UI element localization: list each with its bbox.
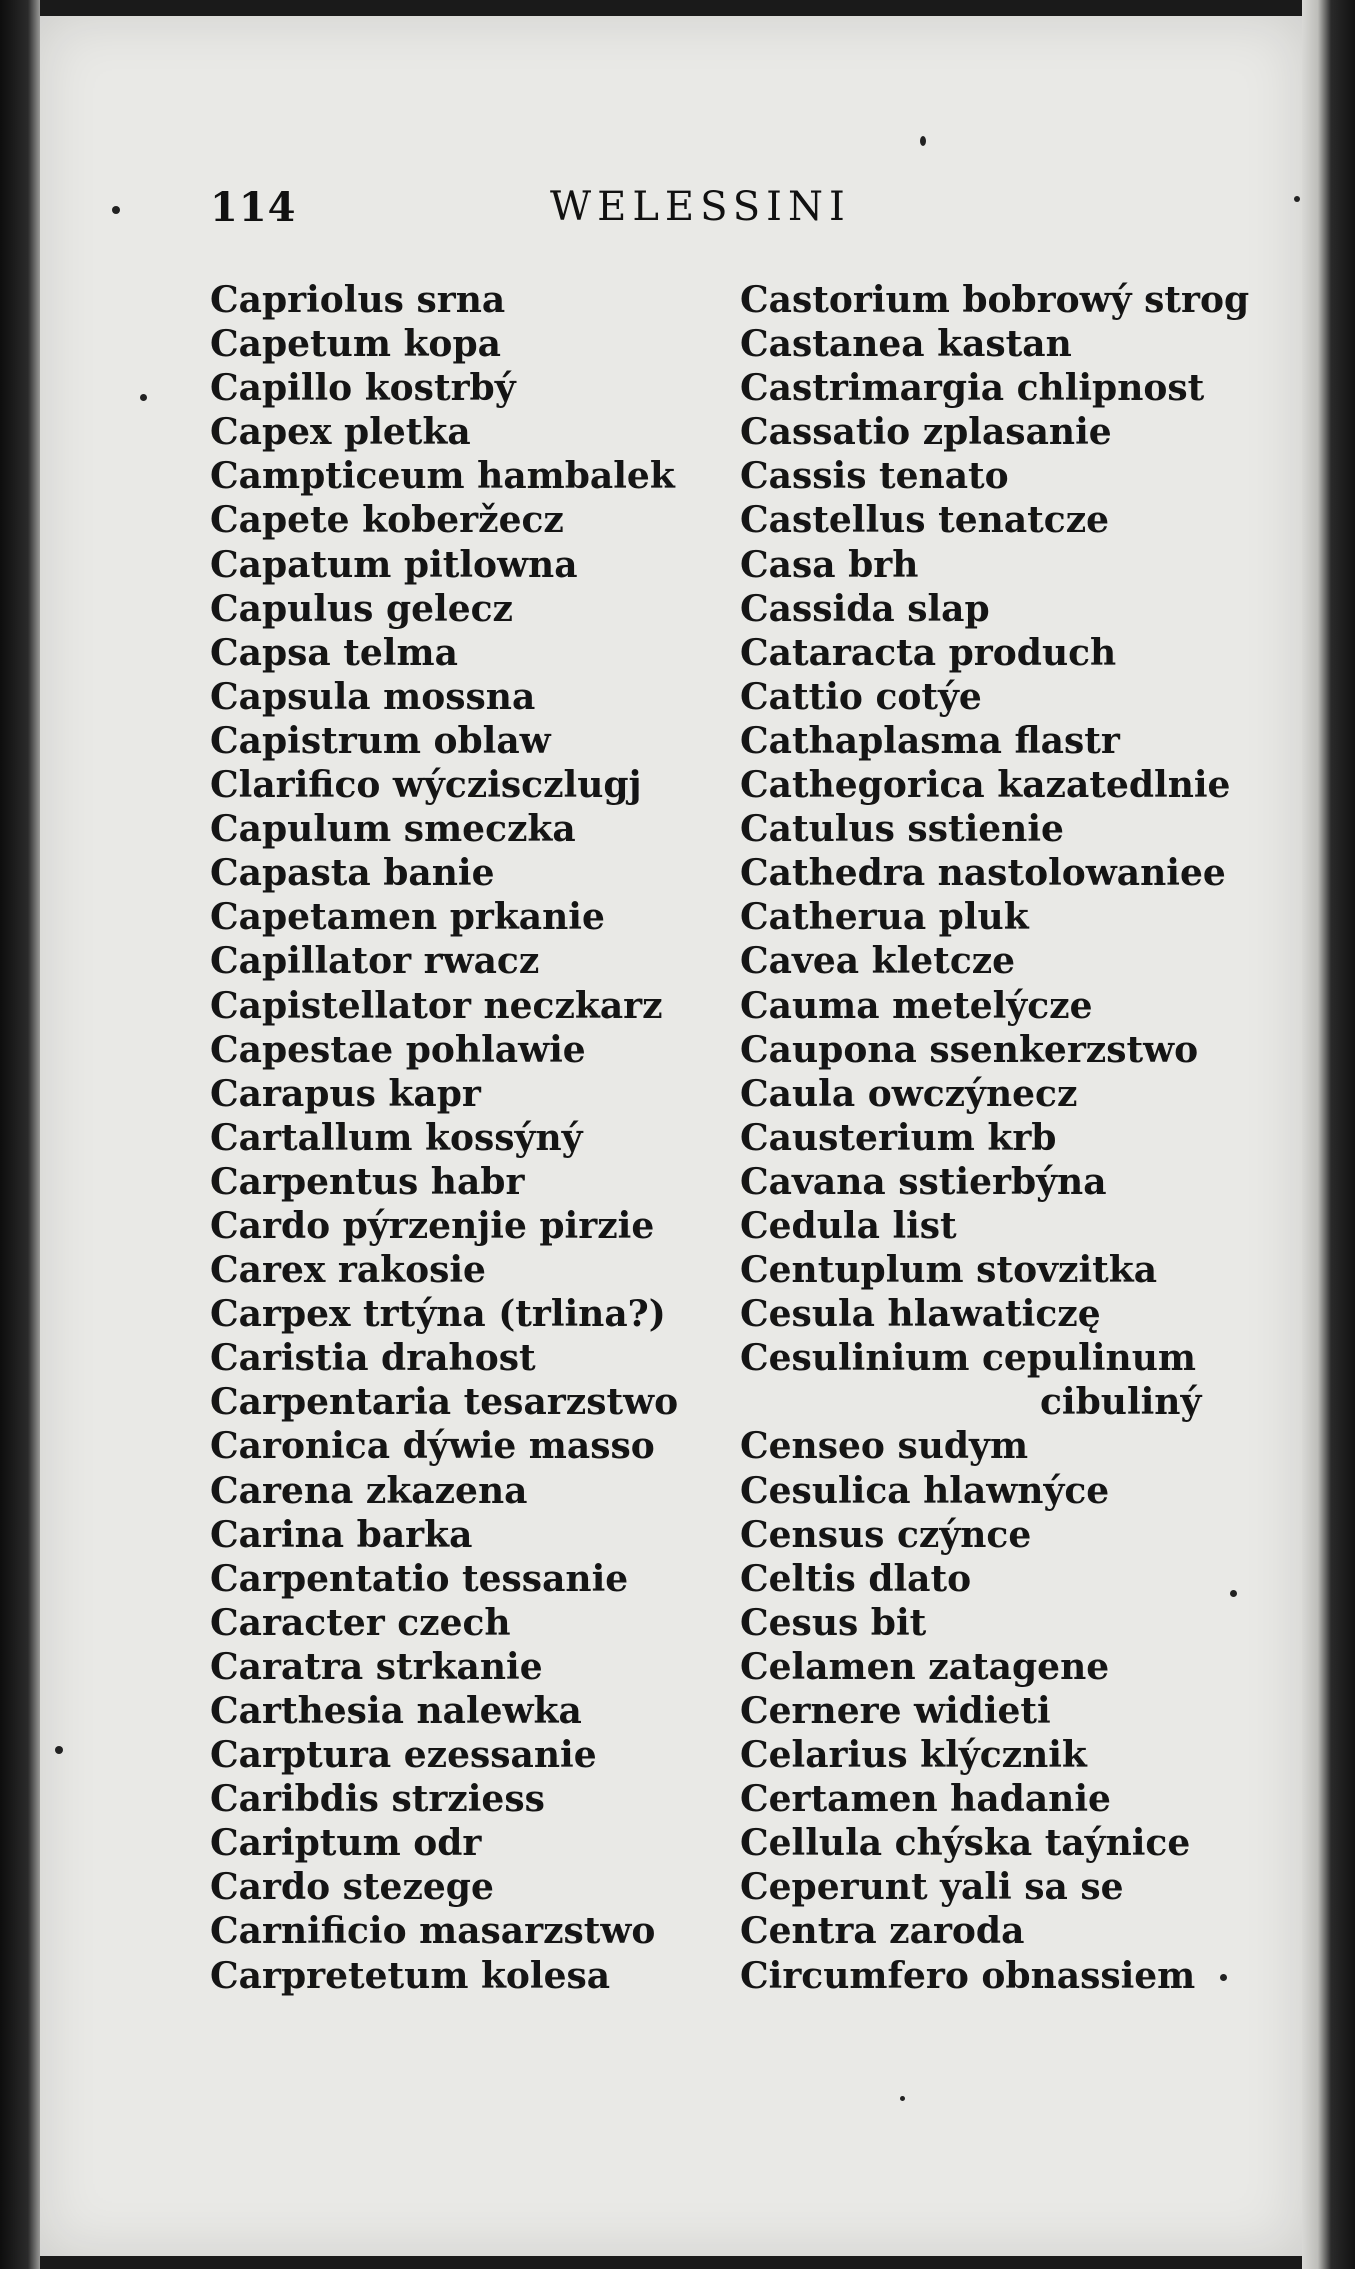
dictionary-entry: Caribdis strziess <box>210 1778 545 1821</box>
dictionary-entry: Cathaplasma flastr <box>740 719 1120 762</box>
dictionary-entry: Carena zkazena <box>210 1469 528 1512</box>
dictionary-entry: Cassis tenato <box>740 455 1009 498</box>
dictionary-entry: Casa brh <box>740 543 919 586</box>
dictionary-entry: Capsula mossna <box>210 675 536 718</box>
book-gutter-right <box>1302 0 1355 2269</box>
dictionary-entry: Carpretetum kolesa <box>210 1954 611 1997</box>
dictionary-entry: Carnificio masarzstwo <box>210 1910 656 1953</box>
dictionary-entry: Capestae pohlawie <box>210 1028 586 1071</box>
dictionary-entry: Censeo sudym <box>740 1425 1029 1468</box>
dictionary-entry: Caracter czech <box>210 1601 511 1644</box>
dictionary-entry: Cesulinium cepulinum <box>740 1337 1196 1380</box>
dictionary-entry: Capete koberžecz <box>210 499 564 542</box>
running-title: WELESSINI <box>550 184 851 230</box>
dictionary-entry: Carex rakosie <box>210 1249 486 1292</box>
dictionary-entry: Capistellator neczkarz <box>210 984 663 1027</box>
dictionary-entry: Castrimargia chlipnost <box>740 367 1205 410</box>
dictionary-entry: Centra zaroda <box>740 1910 1025 1953</box>
dictionary-entry: Caula owczýnecz <box>740 1072 1078 1115</box>
dictionary-entry: Capsa telma <box>210 631 458 674</box>
dictionary-entry: Cesulica hlawnýce <box>740 1469 1110 1512</box>
dictionary-entry: Caronica dýwie masso <box>210 1425 655 1468</box>
dictionary-entry: Capetum kopa <box>210 323 501 366</box>
dictionary-entry: Clarifico wýczisczlugj <box>210 764 642 807</box>
book-gutter-left <box>0 0 40 2269</box>
dictionary-entry: Capillator rwacz <box>210 940 540 983</box>
page-header <box>40 184 1302 244</box>
dictionary-entry: Cavana sstierbýna <box>740 1160 1107 1203</box>
dictionary-entry: Cataracta produch <box>740 631 1117 674</box>
ink-speck <box>1294 196 1300 202</box>
dictionary-entry: Cernere widieti <box>740 1690 1051 1732</box>
dictionary-entry: Capulum smeczka <box>210 808 576 851</box>
ink-speck <box>1230 1590 1237 1597</box>
dictionary-entry: Cesula hlawaticzę <box>740 1293 1101 1336</box>
dictionary-entry: Capatum pitlowna <box>210 543 578 586</box>
dictionary-entry: Campticeum hambalek <box>210 455 675 498</box>
ink-speck <box>140 394 147 401</box>
dictionary-entry: Circumfero obnassiem <box>740 1954 1196 1997</box>
dictionary-entry: Cassida slap <box>740 587 990 630</box>
dictionary-entry: Cellula chýska taýnice <box>740 1822 1191 1865</box>
dictionary-entry: Certamen hadanie <box>740 1778 1111 1821</box>
dictionary-entry: Cesus bit <box>740 1601 927 1644</box>
dictionary-entry: Carptura ezessanie <box>210 1734 597 1777</box>
dictionary-entry: Catulus sstienie <box>740 808 1064 851</box>
dictionary-entry: Centuplum stovzitka <box>740 1249 1158 1292</box>
dictionary-entry: Capillo kostrbý <box>210 367 516 410</box>
dictionary-entry: Cavea kletcze <box>740 940 1016 983</box>
dictionary-entry: Capriolus srna <box>210 279 506 321</box>
dictionary-entry: Cariptum odr <box>210 1822 482 1865</box>
dictionary-entry: Cartallum kossýný <box>210 1116 583 1159</box>
dictionary-entry: Carina barka <box>210 1513 473 1556</box>
dictionary-entry: Census czýnce <box>740 1513 1032 1556</box>
dictionary-entry: Causterium krb <box>740 1116 1057 1159</box>
ink-speck <box>112 206 120 214</box>
dictionary-entry: Carpentaria tesarzstwo <box>210 1381 679 1424</box>
dictionary-entry: Caratra strkanie <box>210 1645 543 1688</box>
dictionary-entry: Caupona ssenkerzstwo <box>740 1028 1199 1071</box>
dictionary-entry: Cattio cotýe <box>740 675 982 718</box>
dictionary-entry: Caristia drahost <box>210 1337 536 1380</box>
dictionary-entry: Cassatio zplasanie <box>740 411 1112 454</box>
dictionary-entry: Carpentus habr <box>210 1160 525 1203</box>
dictionary-entry: Cauma metelýcze <box>740 984 1093 1027</box>
dictionary-entry: Carapus kapr <box>210 1072 481 1115</box>
dictionary-entry: Castellus tenatcze <box>740 499 1110 542</box>
dictionary-entry: Capistrum oblaw <box>210 719 551 762</box>
dictionary-entry: Capasta banie <box>210 852 495 895</box>
dictionary-entry: Capulus gelecz <box>210 587 513 630</box>
dictionary-entry: Cedula list <box>740 1204 957 1247</box>
book-page <box>40 16 1302 2256</box>
ink-speck <box>900 2096 905 2101</box>
dictionary-entry: Castanea kastan <box>740 323 1072 366</box>
dictionary-entry: cibuliný <box>1040 1381 1202 1424</box>
dictionary-entry: Ceperunt yali sa se <box>740 1866 1124 1909</box>
dictionary-entry: Capetamen prkanie <box>210 896 605 939</box>
right-column <box>740 278 1280 1998</box>
dictionary-entry: Castorium bobrowý strog <box>740 279 1250 321</box>
dictionary-entry: Capex pletka <box>210 411 471 454</box>
dictionary-entry: Cathedra nastolowaniee <box>740 852 1226 895</box>
dictionary-entry: Carpex trtýna (trlina?) <box>210 1293 666 1336</box>
ink-speck <box>55 1746 63 1754</box>
dictionary-entry: Cardo stezege <box>210 1866 494 1909</box>
ink-speck <box>1220 1974 1227 1981</box>
dictionary-entry: Carthesia nalewka <box>210 1690 582 1732</box>
dictionary-entry: Celtis dlato <box>740 1557 972 1600</box>
ink-speck <box>920 136 926 146</box>
page-number: 114 <box>210 184 297 231</box>
left-column <box>210 278 730 1998</box>
dictionary-entry: Cardo pýrzenjie pirzie <box>210 1204 655 1247</box>
dictionary-entry: Celamen zatagene <box>740 1645 1110 1688</box>
dictionary-entry: Cathegorica kazatedlnie <box>740 764 1231 807</box>
dictionary-entry: Carpentatio tessanie <box>210 1557 629 1600</box>
dictionary-entry: Celarius klýcznik <box>740 1734 1087 1777</box>
dictionary-entry: Catherua pluk <box>740 896 1029 939</box>
